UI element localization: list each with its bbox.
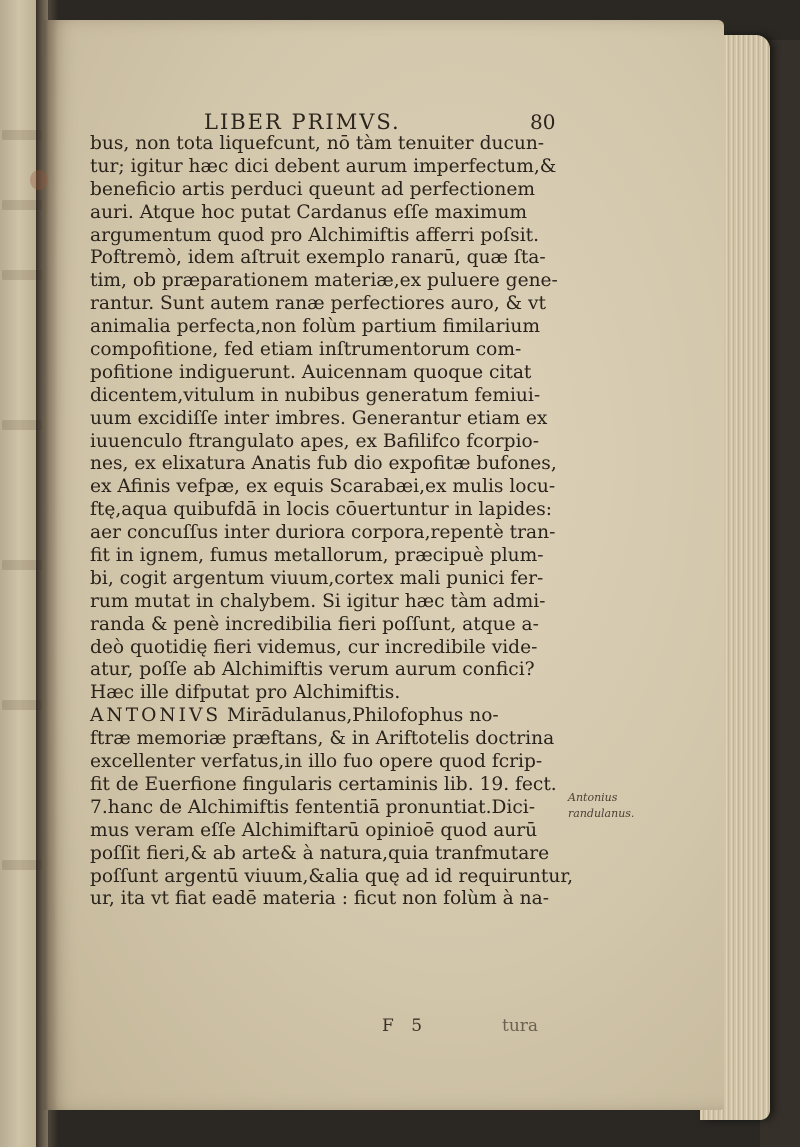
body-text bbox=[90, 133, 574, 911]
text-line: mus veram eſſe Alchimiftarū opinioē quod aurū bbox=[90, 819, 538, 841]
text-line: bus, non tota liquefcunt, nō tàm tenuiter ducun- bbox=[90, 133, 545, 154]
text-line-antonius bbox=[90, 705, 570, 728]
text-line: ex Afinis vefpæ, ex equis Scarabæi,ex mulis locu- bbox=[90, 476, 556, 498]
text-line-rest: Mirādulanus,Philofophus no- bbox=[221, 705, 499, 727]
text-line: rum mutat in chalybem. Si igitur hæc tàm admi- bbox=[90, 590, 546, 612]
text-line: ftę,aqua quibufdā in locis cōuertuntur in lapides: bbox=[90, 499, 553, 521]
text-line: pofitione indiguerunt. Auicennam quoque citat bbox=[90, 361, 532, 383]
text-line: uum excidiſſe inter imbres. Generantur etiam ex bbox=[90, 407, 548, 429]
text-line: excellenter verfatus,in illo fuo opere quod fcrip- bbox=[90, 751, 543, 773]
paper-stain bbox=[30, 170, 48, 190]
marginal-note-line: Antonius bbox=[568, 791, 618, 804]
text-line: bi, cogit argentum viuum,cortex mali punici fer- bbox=[90, 567, 544, 589]
page-footer bbox=[90, 1016, 560, 1042]
text-line: aer concuſſus inter duriora corpora,repentè tran- bbox=[90, 522, 556, 544]
text-line: beneficio artis perduci queunt ad perfectionem bbox=[90, 178, 535, 200]
text-line: ftræ memoriæ præftans, & in Ariftotelis doctrina bbox=[90, 728, 555, 750]
text-line: iuuenculo ftrangulato apes, ex Bafilifco fcorpio- bbox=[90, 430, 540, 452]
text-line: 7.hanc de Alchimiftis fententiā pronuntiat.Dici- bbox=[90, 796, 535, 818]
folio-number: 80 bbox=[530, 110, 556, 134]
catchword: tura bbox=[502, 1016, 539, 1036]
text-line: argumentum quod pro Alchimiftis afferri poſsit. bbox=[90, 224, 540, 246]
text-line: fit in ignem, fumus metallorum, præcipuè plum- bbox=[90, 545, 544, 567]
text-line: auri. Atque hoc putat Cardanus eſſe maximum bbox=[90, 201, 528, 223]
text-line: deò quotidię fieri videmus, cur incredibile vide- bbox=[90, 636, 538, 658]
marginal-note bbox=[568, 790, 688, 822]
text-line: Hæc ille difputat pro Alchimiftis. bbox=[90, 682, 401, 704]
text-line: poſſit fieri,& ab arte& à natura,quia tranfmutare bbox=[90, 842, 550, 864]
text-line: Poftremò, idem aſtruit exemplo ranarū, quæ ſta- bbox=[90, 247, 546, 269]
text-line: randa & penè incredibilia fieri poſſunt, atque a- bbox=[90, 613, 539, 635]
text-line: atur, poſſe ab Alchimiftis verum aurum confici? bbox=[90, 659, 535, 681]
text-line: fit de Euerfione fingularis certaminis lib. 19. fect. bbox=[90, 773, 557, 795]
small-caps-name: ANTONIVS bbox=[90, 705, 222, 727]
text-line: poſſunt argentū viuum,&alia quę ad id requiruntur, bbox=[90, 865, 574, 887]
text-line: rantur. Sunt autem ranæ perfectiores auro, & vt bbox=[90, 293, 547, 315]
signature-mark: F 5 bbox=[382, 1016, 429, 1036]
text-line: nes, ex elixatura Anatis fub dio expofitæ bufones, bbox=[90, 453, 557, 475]
text-line: dicentem,vitulum in nubibus generatum femiui- bbox=[90, 384, 541, 406]
text-line: tim, ob præparationem materiæ,ex puluere gene- bbox=[90, 270, 558, 292]
text-line: ur, ita vt fiat eadē materia : ficut non folùm à na- bbox=[90, 888, 550, 910]
text-line: compofitione, fed etiam inſtrumentorum com- bbox=[90, 339, 522, 361]
running-title: LIBER PRIMVS. bbox=[204, 110, 401, 134]
marginal-note-line: randulanus. bbox=[568, 807, 635, 820]
text-line: animalia perfecta,non folùm partium fimilarium bbox=[90, 316, 541, 338]
text-line: tur; igitur hæc dici debent aurum imperfectum,& bbox=[90, 155, 557, 177]
